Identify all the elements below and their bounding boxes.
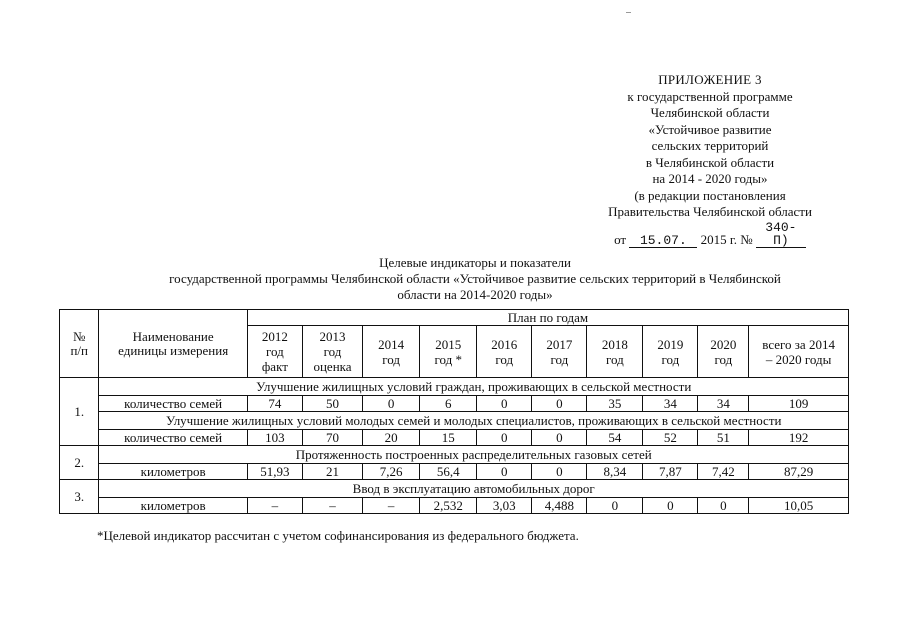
section-title: Протяженность построенных распределительных газовых сетей <box>99 446 849 464</box>
table-row <box>60 430 849 446</box>
value-cell: 103 <box>247 430 302 446</box>
year-header: 2015 год * <box>420 326 477 378</box>
value-cell: 35 <box>587 396 643 412</box>
appendix-heading: ПРИЛОЖЕНИЕ 3 <box>658 72 762 87</box>
section-title-row <box>60 446 849 464</box>
value-cell: 0 <box>643 498 698 514</box>
appendix-line: сельских территорий <box>651 138 769 153</box>
appendix-line: «Устойчивое развитие <box>648 121 772 137</box>
value-cell: 50 <box>302 396 362 412</box>
section-title-row <box>60 378 849 396</box>
value-cell: 0 <box>477 430 532 446</box>
value-cell: 54 <box>587 430 643 446</box>
resolution-date-line <box>560 221 860 249</box>
value-cell: 7,42 <box>698 464 749 480</box>
unit-cell: километров <box>99 498 247 514</box>
row-number: 2. <box>60 446 99 480</box>
row-number: 3. <box>60 480 99 514</box>
title-line: области на 2014-2020 годы» <box>397 287 553 302</box>
col-name-header: Наименование единицы измерения <box>99 310 247 378</box>
value-cell: 34 <box>698 396 749 412</box>
number-field: 340-П) <box>756 221 806 248</box>
value-cell: 20 <box>363 430 420 446</box>
year-text: 2015 г. № <box>700 231 753 247</box>
value-cell: – <box>302 498 362 514</box>
value-cell: – <box>247 498 302 514</box>
value-cell: 0 <box>587 498 643 514</box>
year-header: 2020 год <box>698 326 749 378</box>
header-row <box>60 310 849 326</box>
value-cell: 4,488 <box>532 498 587 514</box>
value-cell: 21 <box>302 464 362 480</box>
section-title-row <box>60 412 849 430</box>
year-header: 2019 год <box>643 326 698 378</box>
section-title: Улучшение жилищных условий молодых семей и молодых специалистов, проживающих в сельской местности <box>99 412 849 430</box>
value-cell: – <box>363 498 420 514</box>
value-cell: 34 <box>643 396 698 412</box>
appendix-line: в Челябинской области <box>645 154 775 170</box>
scan-mark <box>626 12 631 13</box>
value-cell: 0 <box>363 396 420 412</box>
value-cell: 0 <box>477 396 532 412</box>
indicators-table <box>59 309 849 514</box>
value-cell: 0 <box>532 464 587 480</box>
unit-cell: количество семей <box>99 430 247 446</box>
value-cell: 87,29 <box>749 464 849 480</box>
table-row <box>60 498 849 514</box>
value-cell: 0 <box>532 396 587 412</box>
value-cell: 2,532 <box>420 498 477 514</box>
appendix-block <box>560 72 860 248</box>
unit-cell: количество семей <box>99 396 247 412</box>
year-header: всего за 2014 – 2020 годы <box>749 326 849 378</box>
unit-cell: километров <box>99 464 247 480</box>
value-cell: 52 <box>643 430 698 446</box>
value-cell: 0 <box>532 430 587 446</box>
year-header: 2013 год оценка <box>302 326 362 378</box>
date-field: 15.07. <box>629 234 697 248</box>
appendix-line: Челябинской области <box>650 105 770 120</box>
value-cell: 6 <box>420 396 477 412</box>
value-cell: 51 <box>698 430 749 446</box>
table-row <box>60 396 849 412</box>
year-header: 2012 год факт <box>247 326 302 378</box>
value-cell: 10,05 <box>749 498 849 514</box>
value-cell: 7,87 <box>643 464 698 480</box>
year-header: 2018 год <box>587 326 643 378</box>
appendix-line: на 2014 - 2020 годы» <box>652 171 768 186</box>
row-number: 1. <box>60 378 99 446</box>
section-title: Ввод в эксплуатацию автомобильных дорог <box>99 480 849 498</box>
value-cell: 0 <box>477 464 532 480</box>
value-cell: 74 <box>247 396 302 412</box>
appendix-line: Правительства Челябинской области <box>608 204 812 219</box>
value-cell: 3,03 <box>477 498 532 514</box>
value-cell: 70 <box>302 430 362 446</box>
footnote: *Целевой индикатор рассчитан с учетом софинансирования из федерального бюджета. <box>97 528 579 543</box>
value-cell: 15 <box>420 430 477 446</box>
section-title-row <box>60 480 849 498</box>
col-num-header: № п/п <box>60 310 99 378</box>
appendix-line: (в редакции постановления <box>634 187 786 203</box>
section-title: Улучшение жилищных условий граждан, проживающих в сельской местности <box>99 378 849 396</box>
value-cell: 109 <box>749 396 849 412</box>
plan-header: План по годам <box>247 310 848 326</box>
appendix-line: к государственной программе <box>627 88 793 104</box>
title-line: государственной программы Челябинской области «Устойчивое развитие сельских территорий в Челябинской <box>169 271 781 286</box>
table-row <box>60 464 849 480</box>
year-header: 2016 год <box>477 326 532 378</box>
value-cell: 51,93 <box>247 464 302 480</box>
value-cell: 8,34 <box>587 464 643 480</box>
date-prefix: от <box>614 231 627 247</box>
title-line: Целевые индикаторы и показатели <box>379 255 571 270</box>
value-cell: 7,26 <box>363 464 420 480</box>
value-cell: 192 <box>749 430 849 446</box>
value-cell: 0 <box>698 498 749 514</box>
document-title <box>100 255 850 303</box>
year-header: 2014 год <box>363 326 420 378</box>
year-header: 2017 год <box>532 326 587 378</box>
value-cell: 56,4 <box>420 464 477 480</box>
